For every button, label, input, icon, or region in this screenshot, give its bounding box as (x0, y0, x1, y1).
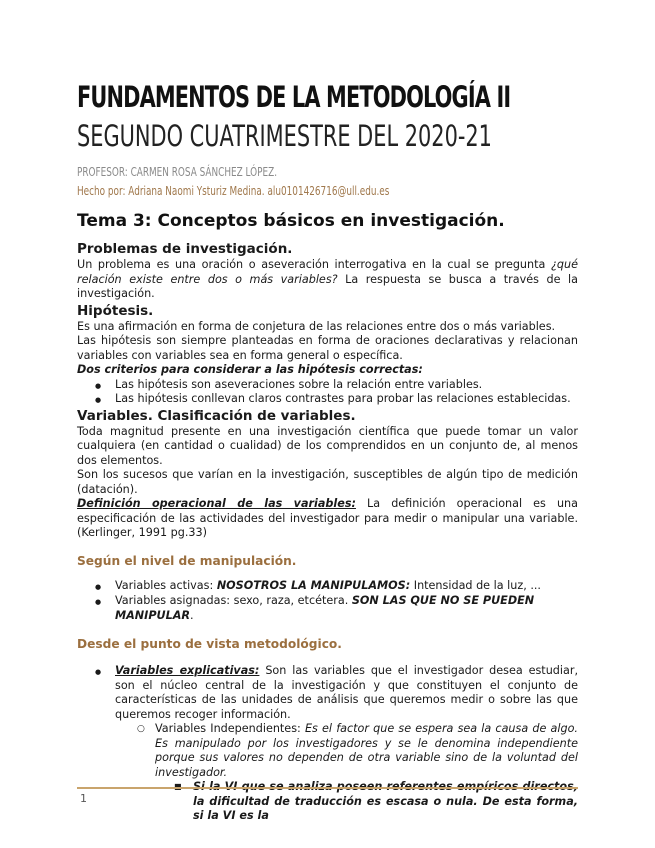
heading-variables: Variables. Clasificación de variables. (77, 407, 356, 424)
vi-text: Es el factor que se espera sea la causa de algo. Es manipulado por los investigadores y se le denomina independiente porque sus valores no dependen de otra variable sino de la voluntad del investigador. (155, 722, 578, 779)
item-text: Variables activas: (115, 578, 217, 592)
explicativas-label: Variables explicativas: (115, 664, 260, 677)
criteria-label (77, 363, 578, 378)
item-text: Intensidad de la luz, ... (410, 578, 541, 592)
metodologico-list (77, 664, 578, 824)
hipotesis-p1: Es una afirmación en forma de conjetura de las relaciones entre dos o más variables. (77, 319, 556, 333)
criteria-label-text: Dos criterios para considerar a las hipótesis correctas: (77, 363, 423, 376)
problemas-paragraph (77, 258, 578, 302)
vi-label: Variables Independientes: (155, 722, 305, 735)
problemas-question: ¿qué relación existe entre dos o más variables? (77, 258, 578, 286)
definicion-paragraph (77, 497, 578, 541)
heading-hipotesis: Hipótesis. (77, 302, 154, 319)
item-emphasis: NOSOTROS LA MANIPULAMOS: (216, 578, 411, 592)
hipotesis-p2: Las hipótesis son siempre planteadas en forma de oraciones declarativas y relacionan variables con variables sea en forma general o específica. (77, 334, 578, 362)
explicativas-text: Son las variables que el investigador desea estudiar, son el núcleo central de la investigación y que constituyen el conjunto de características de las unidades de análisis que queremos medir o sobre las que queremos recoger información. (115, 664, 579, 721)
variables-p1: Toda magnitud presente en una investigación científica que puede tomar un valor cualquiera (en cantidad o cualidad) de los comprendidos en un conjunto de, al menos dos elementos. (77, 424, 578, 467)
list-item (77, 664, 578, 722)
problemas-text-end: La respuesta se busca a través de la investigación. (77, 272, 578, 300)
author-line: Hecho por: Adriana Naomi Ysturiz Medina. alu0101426716@ull.edu.es (77, 184, 390, 198)
document-body (77, 241, 578, 824)
professor-line: PROFESOR: CARMEN ROSA SÁNCHEZ LÓPEZ. (77, 165, 278, 179)
variables-p2: Son los sucesos que varían en la investigación, susceptibles de algún tipo de medición (datación). (77, 468, 578, 496)
list-item: ● Las hipótesis son aseveraciones sobre la relación entre variables. (77, 378, 578, 393)
definicion-label: Definición operacional de las variables: (77, 497, 356, 510)
section-title: Tema 3: Conceptos básicos en investigación. (77, 211, 505, 231)
list-item (77, 579, 578, 594)
manipulacion-list (77, 579, 578, 624)
document-subtitle: SEGUNDO CUATRIMESTRE DEL 2020-21 (77, 119, 492, 153)
item-emphasis: SON LAS QUE NO SE PUEDEN MANIPULAR (115, 594, 535, 622)
page-number: 1 (80, 792, 87, 805)
item-text: . (190, 608, 194, 622)
list-item (77, 594, 578, 623)
heading-metodologico: Desde el punto de vista metodológico. (77, 637, 342, 651)
heading-problemas: Problemas de investigación. (77, 241, 293, 257)
heading-manipulacion: Según el nivel de manipulación. (77, 553, 297, 568)
item-text: Variables asignadas: sexo, raza, etcétera. (115, 594, 352, 607)
list-item: ■ la dificultad de traducción es escasa o nula. De esta forma, si la VI es la (77, 780, 578, 824)
list-item: ● Las hipótesis conllevan claros contrastes para probar las relaciones establecidas. (77, 392, 578, 407)
list-item (77, 722, 578, 780)
document-title: FUNDAMENTOS DE LA METODOLOGÍA II (77, 80, 511, 114)
problemas-text: Un problema es una oración o aseveración interrogativa en la cual se pregunta (77, 258, 551, 271)
footer-divider (77, 787, 578, 789)
criteria-list (77, 378, 578, 407)
definicion-text: La definición operacional es una especificación de las actividades del investigador para medir o manipular una variable. (Kerlinger, 1991 pg.33) (77, 497, 578, 539)
